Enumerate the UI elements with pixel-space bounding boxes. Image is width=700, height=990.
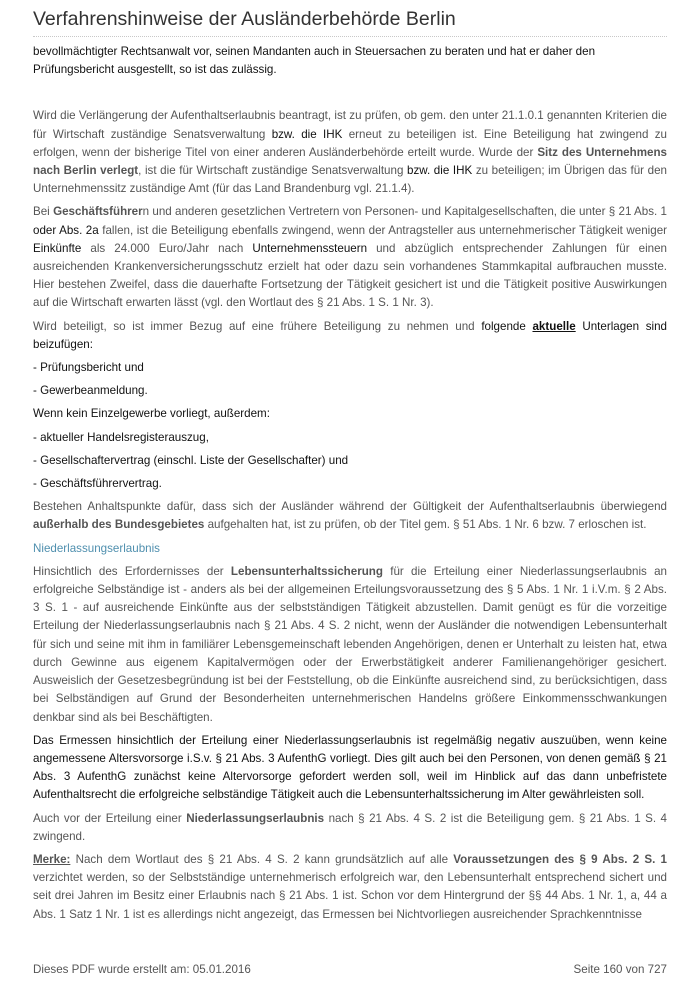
- text-run: und abzüglich entsprechender Zahlungen für einen ausreichenden Krankenversicherungsschutz erzielt hat oder dazu sein vorhandenes Stammkapital aufbrauchen musste. Hier bestehen Zweifel, dass die dauerhafte Fortsetzung der Tätigkeit gesichert ist und die Tätigkeit positive Auswirkungen auf die Wirtschaft erwarten lässt (vgl. den Wortlaut des § 21 Abs. 1 S. 1 Nr. 3).: [33, 241, 667, 310]
- text-run: Einkünfte: [33, 241, 82, 255]
- text-run: als 24.000 Euro/Jahr nach: [81, 241, 253, 255]
- text-run: Unterlagen sind beizufügen:: [33, 319, 668, 351]
- text-run: oder Abs. 2a: [33, 223, 99, 237]
- paragraph-lebensunterhalt: [33, 563, 667, 727]
- page-header: [33, 8, 667, 37]
- paragraph-line: Prüfungsbericht ausgestellt, so ist das zulässig.: [33, 63, 277, 77]
- text-run: fallen, ist die Beteiligung ebenfalls zwingend, wenn der Antragsteller aus unternehmerischer Tätigkeit weniger: [98, 223, 667, 237]
- paragraph-merke: [33, 851, 667, 924]
- page-title: Verfahrenshinweise der Ausländerbehörde Berlin: [33, 8, 456, 30]
- list-item: - Prüfungsbericht und: [33, 361, 144, 375]
- paragraph-ermessen: Das Ermessen hinsichtlich der Erteilung einer Niederlassungserlaubnis ist regelmäßig negativ auszuüben, wenn keine angemessene Altersvorsorge i.S.v. § 21 Abs. 3 AufenthG vorliegt. Dies gilt auch bei den Personen, von denen gemäß § 21 Abs. 3 AufenthG zunächst keine Altervorsorge gefordert werden soll, weil im Hinblick auf das dann unbefristete Aufenthaltsrecht die erfolgreiche selbständige Tätigkeit auch die Lebensunterhaltssicherung im Alter gewährleisten soll.: [33, 733, 667, 802]
- text-run: Hinsichtlich des Erfordernisses der: [33, 564, 231, 578]
- bold-run: Lebensunterhaltssicherung: [230, 564, 383, 578]
- list-item: - aktueller Handelsregisterauszug,: [33, 430, 209, 444]
- text-run: Bei: [33, 205, 54, 219]
- document-list: [33, 359, 667, 493]
- bold-run: außerhalb des Bundesgebietes: [33, 518, 205, 532]
- text-run: verzichtet werden, so der Selbstständige unternehmerisch erfolgreich war, den Lebensunterhalt entsprechend sichert und seit drei Jahren im Besitz einer Erlaubnis nach § 21 Abs. 1 ist. Schon vor dem Hintergrund der §§ 44 Abs. 1 Nr. 1, a, 44 a Abs. 1 Satz 1 Nr. 1 ist es allerdings nicht angezeigt, das Ermessen bei Nichtvorliegen ausreichender Sprachkenntnisse: [33, 871, 667, 921]
- text-run: Auch vor der Erteilung einer: [33, 811, 187, 825]
- text-run: für die Erteilung einer Niederlassungserlaubnis an erfolgreiche Selbständige ist - anders als bei der allgemeinen Erteilungsvoraussetzung des § 5 Abs. 1 Nr. 1 i.V.m. § 2 Abs. 3 S. 1 - auf ausreichende Einkünfte aus der selbstständigen Tätigkeit abzustellen. Damit genügt es für die vorzeitige Erteilung der Niederlassungserlaubnis nach § 21 Abs. 4 S. 2 nicht, wenn der Ausländer die notwendigen Lebensunterhalt für sich und seine mit ihm in familiärer Lebensgemeinschaft lebenden Angehörigen, denen er Unterhalt zu leisten hat, etwa durch Gewinne aus eigenem Kapitalvermögen oder der Erwerbstätigkeit anderer Familienangehöriger gesichert. Ausweislich der Gesetzesbegründung ist bei der Feststellung, ob die Einkünfte ausreichend sind, zu berücksichtigen, dass bei Selbständigen auf Grund der Besonderheiten unternehmerischen Handelns größere Einkommensschwankungen denkbar sind als bei Beschäftigten.: [33, 564, 667, 724]
- text-run: erneut zu beteiligen ist. Eine Beteiligung hat zwingend zu erfolgen, wenn der bisherige Titel von einer anderen Ausländerbehörde erteilt wurde. Wurde der: [33, 127, 667, 159]
- paragraph-niederlassung-beteiligung: [33, 810, 667, 846]
- text-run: aufgehalten hat, ist zu prüfen, ob der Titel gem. § 51 Abs. 1 Nr. 6 bzw. 7 erloschen ist.: [204, 518, 647, 532]
- footer-page-number: Seite 160 von 727: [573, 963, 667, 976]
- paragraph-verlaengerung: [33, 107, 667, 198]
- text-run: nach § 21 Abs. 4 S. 2 ist die Beteiligung gem. § 21 Abs. 1 S. 4 zwingend.: [33, 811, 667, 843]
- note-label: Merke:: [33, 852, 71, 866]
- paragraph-line: bevollmächtigter Rechtsanwalt vor, seinen Mandanten auch in Steuersachen zu beraten und hat er daher den: [33, 45, 596, 58]
- document-body: [33, 43, 667, 929]
- text-run: folgende: [481, 319, 533, 333]
- page-footer: [33, 963, 667, 976]
- text-run: Bestehen Anhaltspunkte dafür, dass sich der Ausländer während der Gültigkeit der Aufenthaltserlaubnis überwiegend: [33, 500, 667, 514]
- text-run: Wird die Verlängerung der Aufenthaltserlaubnis beantragt, ist zu prüfen, ob gem. den unter 21.1.0.1 genannten Kriterien die für Wirtschaft zuständige Senatsverwaltung: [33, 109, 667, 141]
- list-item: - Gewerbeanmeldung.: [33, 384, 148, 398]
- list-item: - Gesellschaftervertrag (einschl. Liste der Gesellschafter) und: [33, 453, 349, 467]
- text-run: zu beteiligen; im Übrigen das für den Unternehmenssitz zuständige Amt (für das Land Brandenburg vgl. 21.1.4).: [33, 164, 667, 196]
- paragraph-geschaeftsfuehrer: [33, 203, 667, 312]
- bold-run: Geschäftsführer: [53, 205, 143, 219]
- bold-run: Niederlassungserlaubnis: [186, 811, 325, 825]
- paragraph-beteiligung: [33, 318, 667, 354]
- paragraph-continuation: [33, 43, 667, 79]
- list-intro: Wenn kein Einzelgewerbe vorliegt, außerdem:: [33, 407, 270, 421]
- list-item: - Geschäftsführervertrag.: [33, 477, 162, 491]
- bold-run: Sitz des Unternehmens nach Berlin verlegt: [33, 145, 667, 178]
- text-run: n und anderen gesetzlichen Vertretern von Personen- und Kapitalgesellschaften, die unter § 21 Abs. 1: [142, 205, 667, 219]
- text-run: Unternehmenssteuern: [252, 241, 368, 255]
- text-run: bzw. die IHK: [271, 127, 343, 141]
- paragraph-anhaltspunkte: [33, 498, 667, 534]
- text-run: , ist die für Wirtschaft zuständige Senatsverwaltung: [138, 164, 407, 178]
- section-heading: Niederlassungserlaubnis: [33, 541, 160, 555]
- footer-created-date: Dieses PDF wurde erstellt am: 05.01.2016: [33, 963, 251, 976]
- text-run: Nach dem Wortlaut des § 21 Abs. 4 S. 2 kann grundsätzlich auf alle: [70, 852, 454, 866]
- text-run: Wird beteiligt, so ist immer Bezug auf eine frühere Beteiligung zu nehmen und: [33, 319, 482, 333]
- text-run: bzw. die IHK: [407, 164, 473, 178]
- bold-run: Voraussetzungen des § 9 Abs. 2 S. 1: [453, 852, 667, 866]
- bold-run: aktuelle: [532, 319, 576, 333]
